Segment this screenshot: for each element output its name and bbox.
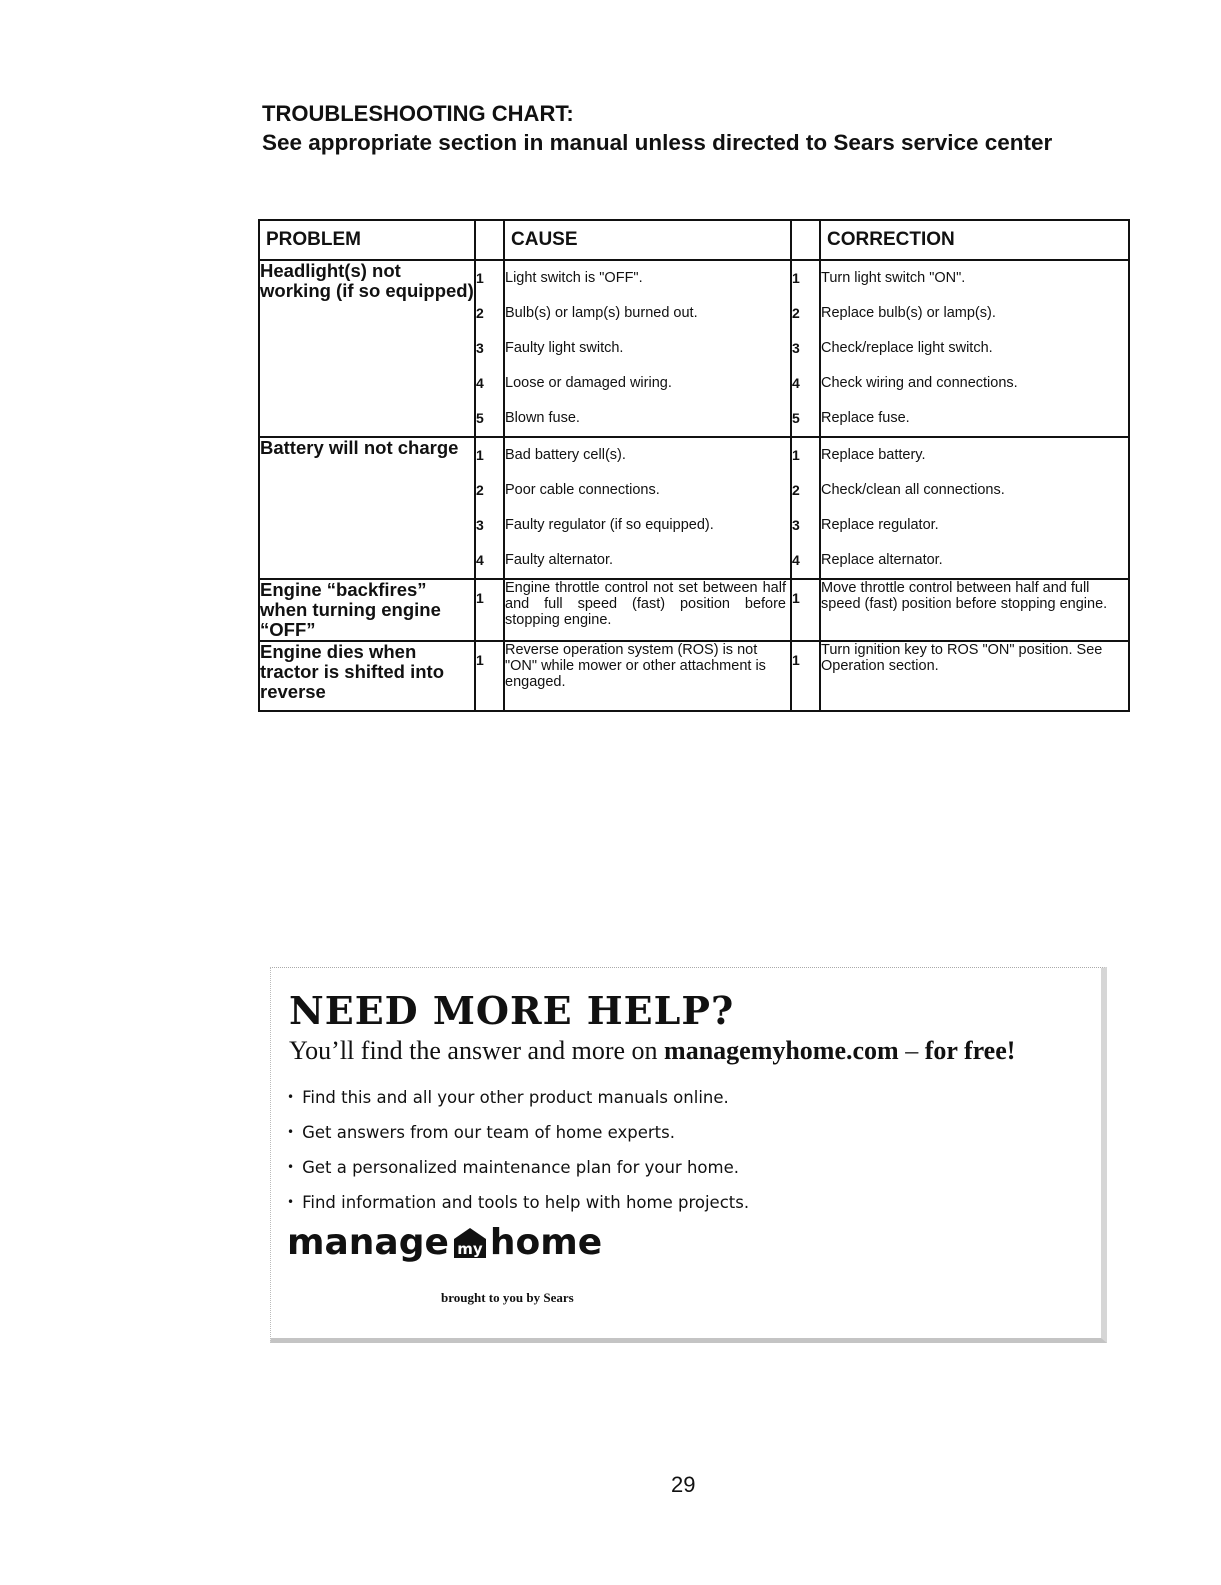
- cause-column-header: CAUSE: [504, 220, 791, 260]
- cause-number: 2: [475, 296, 504, 331]
- correction-cell: Turn light switch "ON".: [820, 260, 1129, 296]
- list-item: • Find this and all your other product manuals online.: [287, 1080, 749, 1115]
- chart-subtitle: See appropriate section in manual unless directed to Sears service center: [262, 130, 1053, 155]
- cause-cell: Engine throttle control not set between half and full speed (fast) position before stopping engine.: [504, 579, 791, 641]
- troubleshooting-table: [258, 219, 1130, 712]
- cause-cell: Blown fuse.: [504, 401, 791, 437]
- cause-number-column-header: [475, 220, 504, 260]
- page-header: [262, 100, 1162, 158]
- help-title: NEED MORE HELP?: [289, 988, 735, 1033]
- correction-cell: Replace battery.: [820, 437, 1129, 473]
- correction-number: 4: [791, 366, 820, 401]
- cause-number: 1: [475, 641, 504, 711]
- table-row: [259, 260, 1129, 296]
- cause-cell: Loose or damaged wiring.: [504, 366, 791, 401]
- cause-cell: Bad battery cell(s).: [504, 437, 791, 473]
- table-row: [259, 641, 1129, 711]
- correction-number: 2: [791, 296, 820, 331]
- list-item: • Get answers from our team of home experts.: [287, 1115, 749, 1150]
- correction-cell: Replace fuse.: [820, 401, 1129, 437]
- correction-number: 1: [791, 579, 820, 641]
- correction-number: 3: [791, 508, 820, 543]
- need-more-help-box: [270, 967, 1107, 1343]
- help-subtitle: [289, 1036, 1015, 1066]
- managemyhome-logo: [287, 1222, 602, 1263]
- cause-number: 1: [475, 260, 504, 296]
- cause-number: 4: [475, 366, 504, 401]
- logo-my-text: my: [457, 1239, 483, 1258]
- cause-cell: Faulty regulator (if so equipped).: [504, 508, 791, 543]
- table-header-row: [259, 220, 1129, 260]
- logo-tagline: brought to you by Sears: [441, 1290, 574, 1305]
- cause-cell: Reverse operation system (ROS) is not "ON" while mower or other attachment is engaged.: [504, 641, 791, 711]
- problem-cell: Headlight(s) not working (if so equipped): [259, 260, 475, 437]
- cause-number: 3: [475, 508, 504, 543]
- cause-cell: Faulty alternator.: [504, 543, 791, 579]
- table-row: [259, 579, 1129, 641]
- correction-number: 2: [791, 473, 820, 508]
- managemyhome-link[interactable]: managemyhome.com: [664, 1036, 899, 1065]
- logo-manage-text: manage: [287, 1222, 449, 1263]
- correction-number: 1: [791, 437, 820, 473]
- correction-cell: Check wiring and connections.: [820, 366, 1129, 401]
- house-icon: [453, 1227, 487, 1259]
- correction-column-header: CORRECTION: [820, 220, 1129, 260]
- logo-home-text: home: [489, 1222, 603, 1263]
- cause-number: 2: [475, 473, 504, 508]
- correction-cell: Replace regulator.: [820, 508, 1129, 543]
- problem-cell: Engine dies when tractor is shifted into reverse: [259, 641, 475, 711]
- correction-number-column-header: [791, 220, 820, 260]
- correction-cell: Replace bulb(s) or lamp(s).: [820, 296, 1129, 331]
- cause-cell: Poor cable connections.: [504, 473, 791, 508]
- cause-number: 3: [475, 331, 504, 366]
- correction-cell: Check/replace light switch.: [820, 331, 1129, 366]
- help-bullet-list: [287, 1080, 749, 1220]
- problem-cell: Engine “backfires” when turning engine “OFF”: [259, 579, 475, 641]
- correction-cell: Check/clean all connections.: [820, 473, 1129, 508]
- correction-number: 1: [791, 260, 820, 296]
- cause-number: 1: [475, 579, 504, 641]
- correction-cell: Turn ignition key to ROS "ON" position. See Operation section.: [820, 641, 1129, 711]
- list-item: • Get a personalized maintenance plan for your home.: [287, 1150, 749, 1185]
- correction-number: 4: [791, 543, 820, 579]
- cause-cell: Light switch is "OFF".: [504, 260, 791, 296]
- correction-number: 3: [791, 331, 820, 366]
- problem-cell: Battery will not charge: [259, 437, 475, 579]
- list-item: • Find information and tools to help with home projects.: [287, 1185, 749, 1220]
- correction-cell: Replace alternator.: [820, 543, 1129, 579]
- help-subtitle-dash: –: [905, 1036, 919, 1065]
- help-subtitle-free: for free!: [924, 1036, 1016, 1065]
- correction-cell: Move throttle control between half and full speed (fast) position before stopping engine.: [820, 579, 1129, 641]
- cause-number: 4: [475, 543, 504, 579]
- chart-title: TROUBLESHOOTING CHART:: [262, 101, 574, 126]
- cause-cell: Bulb(s) or lamp(s) burned out.: [504, 296, 791, 331]
- cause-number: 5: [475, 401, 504, 437]
- table-row: [259, 437, 1129, 473]
- correction-number: 1: [791, 641, 820, 711]
- cause-cell: Faulty light switch.: [504, 331, 791, 366]
- cause-number: 1: [475, 437, 504, 473]
- page-number: 29: [671, 1472, 696, 1497]
- problem-column-header: PROBLEM: [259, 220, 475, 260]
- correction-number: 5: [791, 401, 820, 437]
- help-subtitle-text: You’ll find the answer and more on: [289, 1036, 658, 1065]
